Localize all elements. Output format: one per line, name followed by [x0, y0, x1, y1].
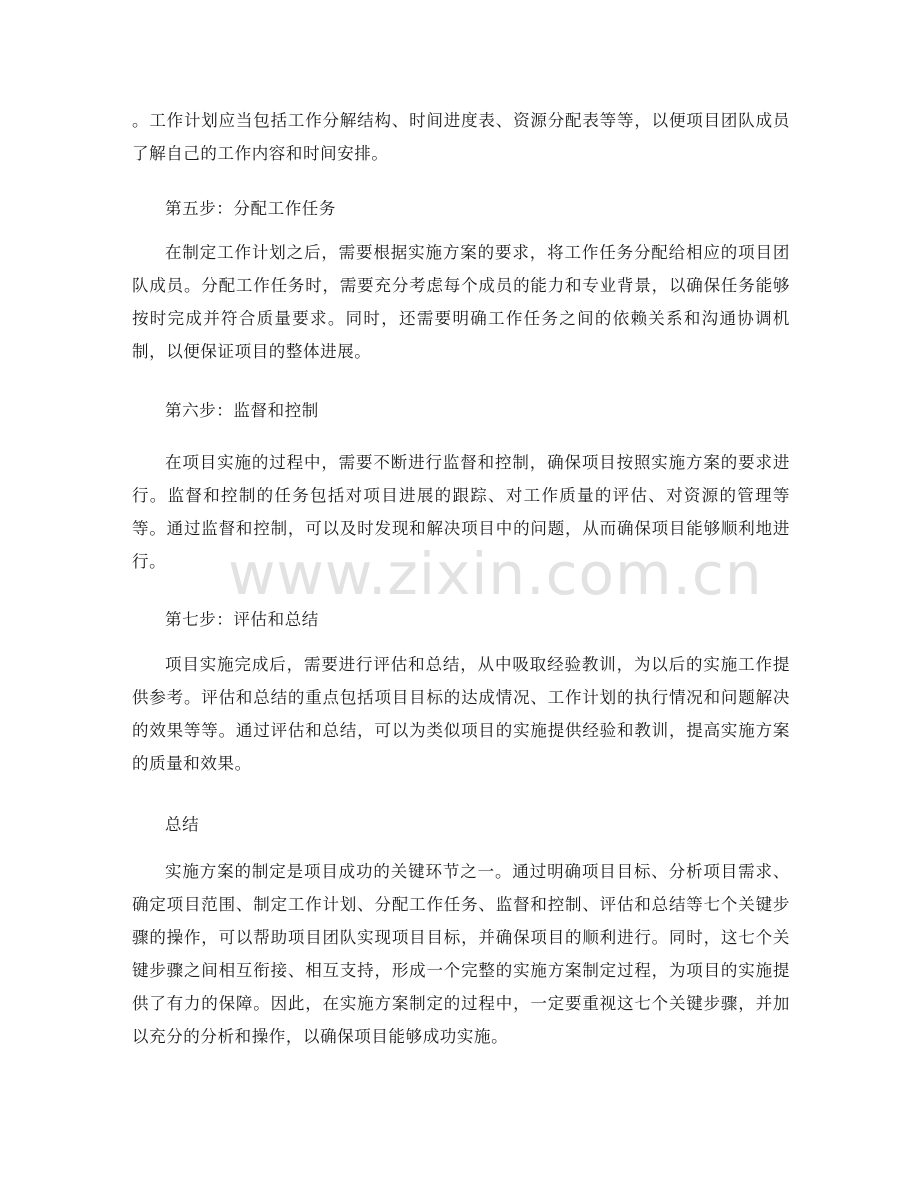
heading-step-5: 第五步：分配工作任务	[165, 199, 336, 218]
paragraph-step-7: 项目实施完成后，需要进行评估和总结，从中吸取经验教训，为以后的实施工作提供参考。评估和总结的重点包括项目目标的达成情况、工作计划的执行情况和问题解决的效果等等。通过评估和总结，可以为类似项目的实施提供经验和教训，提高实施方案的质量和效果。	[132, 655, 790, 773]
heading-step-6: 第六步：监督和控制	[165, 401, 319, 420]
heading-summary: 总结	[165, 815, 200, 834]
heading-step-7: 第七步：评估和总结	[165, 610, 319, 629]
watermark: www.zixin.com.cn	[228, 540, 763, 608]
paragraph-step-6: 在项目实施的过程中，需要不断进行监督和控制，确保项目按照实施方案的要求进行。监督和控制的任务包括对项目进展的跟踪、对工作质量的评估、对资源的管理等等。通过监督和控制，可以及时发现和解决项目中的问题，从而确保项目能够顺利地进行。	[132, 453, 790, 571]
paragraph-intro: 。工作计划应当包括工作分解结构、时间进度表、资源分配表等等，以便项目团队成员了解自己的工作内容和时间安排。	[132, 111, 790, 163]
paragraph-summary: 实施方案的制定是项目成功的关键环节之一。通过明确项目目标、分析项目需求、确定项目范围、制定工作计划、分配工作任务、监督和控制、评估和总结等七个关键步骤的操作，可以帮助项目团队实现项目目标，并确保项目的顺利进行。同时，这七个关键步骤之间相互衔接、相互支持，形成一个完整的实施方案制定过程，为项目的实施提供了有力的保障。因此，在实施方案制定的过程中，一定要重视这七个关键步骤，并加以充分的分析和操作，以确保项目能够成功实施。	[132, 862, 790, 1046]
paragraph-step-5: 在制定工作计划之后，需要根据实施方案的要求，将工作任务分配给相应的项目团队成员。分配工作任务时，需要充分考虑每个成员的能力和专业背景，以确保任务能够按时完成并符合质量要求。同时，还需要明确工作任务之间的依赖关系和沟通协调机制，以便保证项目的整体进展。	[132, 243, 790, 361]
